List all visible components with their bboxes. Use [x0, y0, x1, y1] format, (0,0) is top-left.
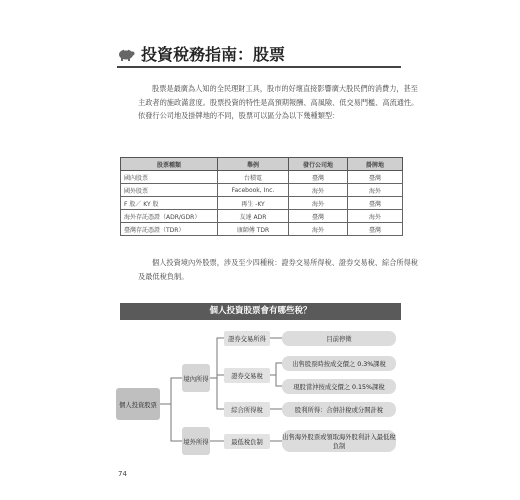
intro-paragraph: 股票是最廣為人知的全民理財工具，股市的好壞直接影響廣大股民們的消費力，甚至主政者的施政滿意度。股票投資的特性是高預期報酬、高風險、低交易門檻、高流通性。依發行公司地及掛牌地的不同，股票可以區分為以下幾種類型：	[138, 84, 419, 120]
table-header-cell: 舉例	[218, 158, 289, 171]
table-cell: F 股／ KY 股	[121, 197, 218, 210]
minimum-tax-node: 最低稅負制	[224, 434, 270, 449]
table-cell: 臺灣	[289, 171, 348, 184]
table-cell: 友達 ADR	[218, 210, 289, 223]
table-header-cell: 股票種類	[121, 158, 218, 171]
leaf-sale-tax: 出售股票時按成交價之 0.3%課稅	[282, 356, 396, 371]
page-number: 74	[118, 470, 127, 478]
table-cell: 國內股票	[121, 171, 218, 184]
table-cell: 臺灣	[348, 171, 403, 184]
securities-income-node: 證券交易所得	[224, 331, 270, 346]
title-text: 投資稅務指南：股票	[141, 45, 286, 64]
table-cell: 海外存託憑證（ADR/GDR）	[121, 210, 218, 223]
table-cell: 海外	[348, 184, 403, 197]
table-cell: 康師傅 TDR	[218, 223, 289, 236]
table-header-cell: 發行公司地	[289, 158, 348, 171]
table-cell: 海外	[289, 184, 348, 197]
foreign-income-node: 境外所得	[182, 427, 210, 455]
table-cell: 臺灣	[348, 197, 403, 210]
leaf-overseas: 出售海外股票或領取海外股利計入最低稅負制	[282, 430, 396, 452]
table-cell: 國外股票	[121, 184, 218, 197]
table-cell: 臺灣	[289, 210, 348, 223]
table-cell: 台積電	[218, 171, 289, 184]
income-tax-node: 綜合所得稅	[224, 402, 270, 417]
diagram-root-node: 個人投資股票	[116, 388, 160, 420]
leaf-dividend: 股利所得：合併計稅或分開計稅	[282, 402, 396, 417]
table-header-cell: 掛牌地	[348, 158, 403, 171]
tax-paragraph: 個人投資境內外股票，涉及至少四種稅：證券交易所得稅、證券交易稅、綜合所得稅及最低稅負制。	[138, 258, 418, 281]
leaf-suspended: 目前停徵	[282, 331, 396, 346]
table-cell: 臺灣存託憑證（TDR）	[121, 223, 218, 236]
table-cell: 海外	[348, 210, 403, 223]
table-cell: 海外	[289, 223, 348, 236]
diagram-banner: 個人投資股票會有哪些稅？	[120, 303, 401, 320]
leaf-daytrade-tax: 現股當沖按成交價之 0.15%課稅	[282, 379, 396, 394]
table-cell: 海外	[289, 197, 348, 210]
securities-tax-node: 證券交易稅	[224, 368, 270, 383]
domestic-income-node: 境內所得	[182, 364, 210, 392]
table-cell: 再生 -KY	[218, 197, 289, 210]
table-cell: Facebook, Inc.	[218, 184, 289, 197]
table-cell: 臺灣	[348, 223, 403, 236]
